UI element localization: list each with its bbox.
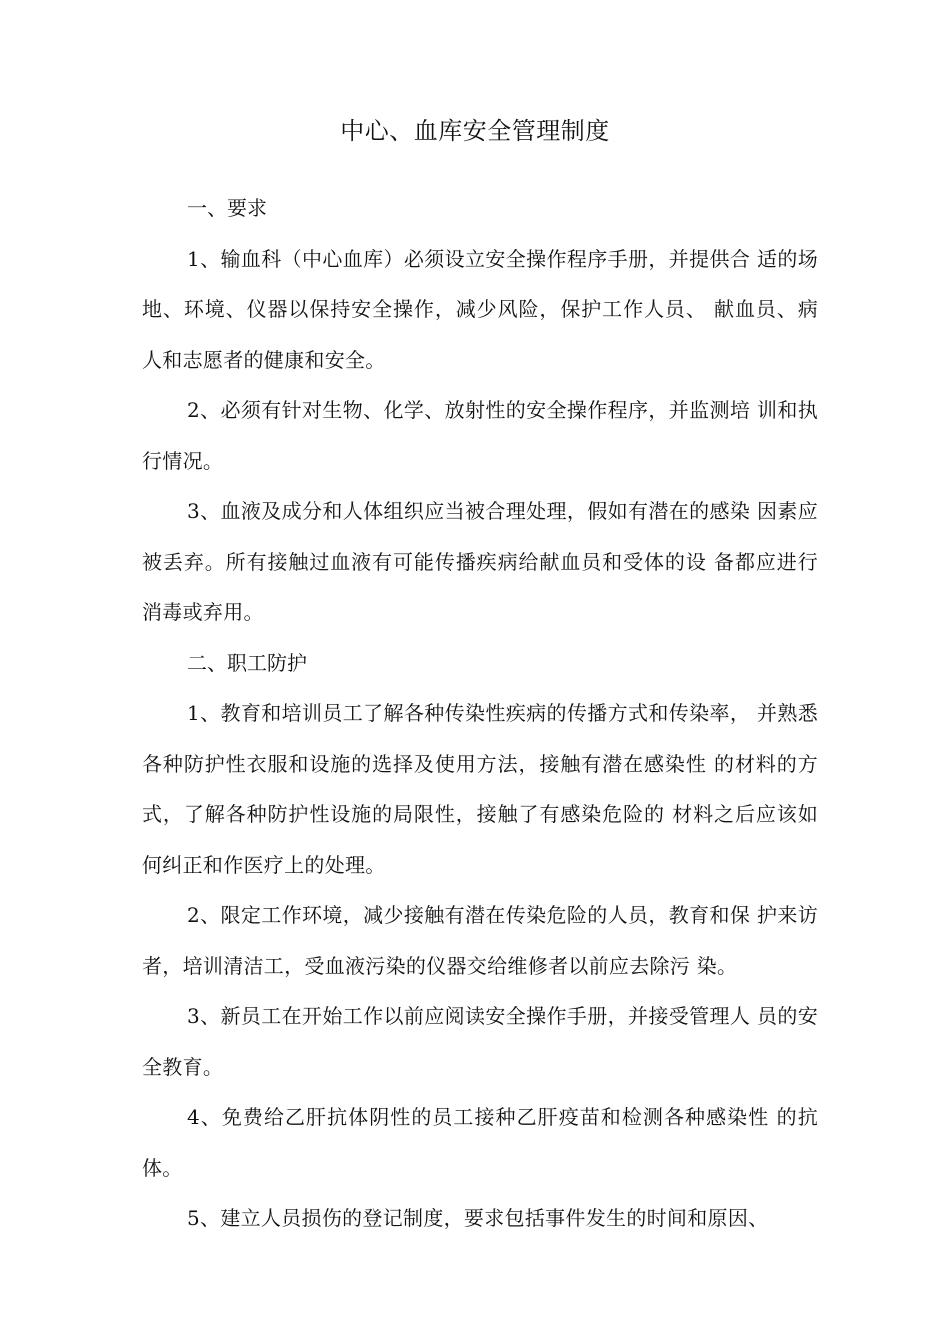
requirement-item-3: 3、血液及成分和人体组织应当被合理处理，假如有潜在的感染 因素应被丢弃。所有接触过血液有可能传播疾病给献血员和受体的设 备都应进行消毒或弃用。 (142, 499, 818, 624)
document-title: 中心、血库安全管理制度 (340, 117, 610, 145)
requirement-item-1: 1、输血科（中心血库）必须设立安全操作程序手册，并提供合 适的场地、环境、仪器以保持安全操作，减少风险，保护工作人员、 献血员、病人和志愿者的健康和安全。 (142, 246, 818, 372)
staff-protection-item-2: 2、限定工作环境，减少接触有潜在传染危险的人员，教育和保 护来访者，培训清洁工，受血液污染的仪器交给维修者以前应去除污 染。 (142, 903, 818, 978)
document-body (142, 183, 818, 1244)
staff-protection-item-1: 1、教育和培训员工了解各种传染性疾病的传播方式和传染率， 并熟悉各种防护性衣服和设施的选择及使用方法，接触有潜在感染性 的材料的方式，了解各种防护性设施的局限性，接触了有感染危险的 材料之后应该如何纠正和作医疗上的处理。 (142, 701, 818, 877)
section-heading-requirements: 一、要求 (187, 196, 267, 220)
staff-protection-item-3: 3、新员工在开始工作以前应阅读安全操作手册，并接受管理人 员的安全教育。 (142, 1004, 818, 1079)
requirement-item-2: 2、必须有针对生物、化学、放射性的安全操作程序，并监测培 训和执行情况。 (142, 398, 818, 473)
staff-protection-item-5: 5、建立人员损伤的登记制度，要求包括事件发生的时间和原因、 (187, 1206, 769, 1230)
staff-protection-item-4: 4、免费给乙肝抗体阴性的员工接种乙肝疫苗和检测各种感染性 的抗体。 (142, 1105, 818, 1180)
section-heading-staff-protection: 二、职工防护 (187, 650, 307, 675)
